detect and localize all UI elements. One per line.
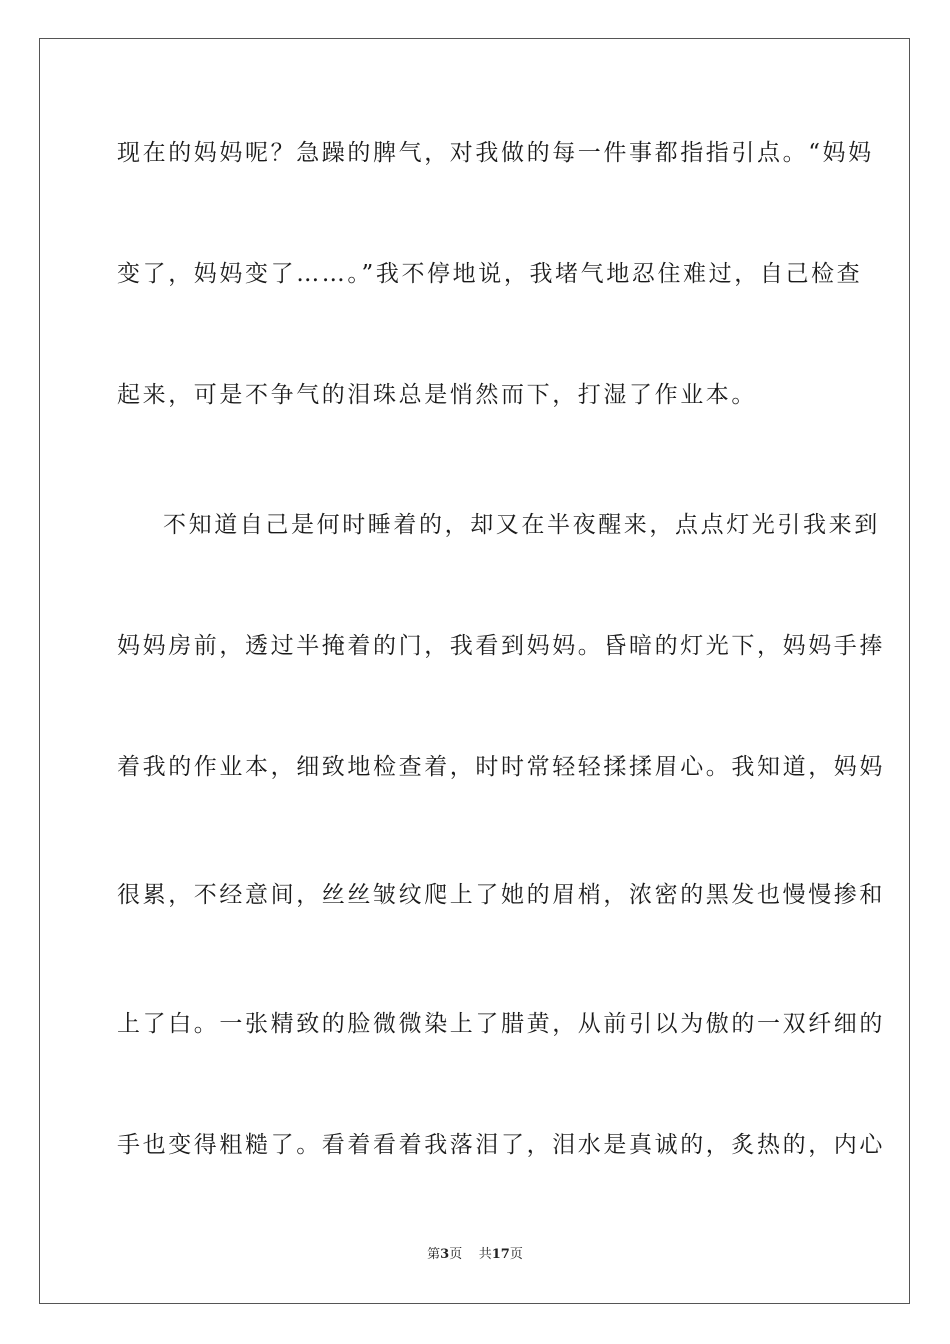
paragraph-line: 妈妈房前，透过半掩着的门，我看到妈妈。昏暗的灯光下，妈妈手捧 — [117, 633, 885, 659]
total-pages: 17 — [491, 1247, 510, 1262]
page-number-prefix: 第 — [427, 1247, 441, 1262]
paragraph-line: 起来，可是不争气的泪珠总是悄然而下，打湿了作业本。 — [117, 382, 757, 408]
paragraph-line: 变了，妈妈变了……。”我不停地说，我堵气地忍住难过，自己检查 — [117, 261, 863, 287]
page-footer — [0, 1247, 950, 1263]
total-pages-prefix: 共 — [478, 1247, 492, 1262]
page-number: 3 — [440, 1247, 450, 1262]
paragraph-line: 上了白。一张精致的脸微微染上了腊黄，从前引以为傲的一双纤细的 — [117, 1011, 885, 1037]
paragraph-line: 现在的妈妈呢？急躁的脾气，对我做的每一件事都指指引点。“妈妈 — [117, 140, 874, 166]
page-border — [39, 38, 910, 1304]
paragraph-line: 手也变得粗糙了。看着看着我落泪了，泪水是真诚的，炙热的，内心 — [117, 1132, 885, 1158]
paragraph-line: 很累，不经意间，丝丝皱纹爬上了她的眉梢，浓密的黑发也慢慢掺和 — [117, 882, 885, 908]
total-pages-suffix: 页 — [509, 1247, 523, 1262]
paragraph-line: 不知道自己是何时睡着的，却又在半夜醒来，点点灯光引我来到 — [163, 512, 880, 538]
page-number-suffix: 页 — [449, 1247, 463, 1262]
paragraph-line: 着我的作业本，细致地检查着，时时常轻轻揉揉眉心。我知道，妈妈 — [117, 754, 885, 780]
